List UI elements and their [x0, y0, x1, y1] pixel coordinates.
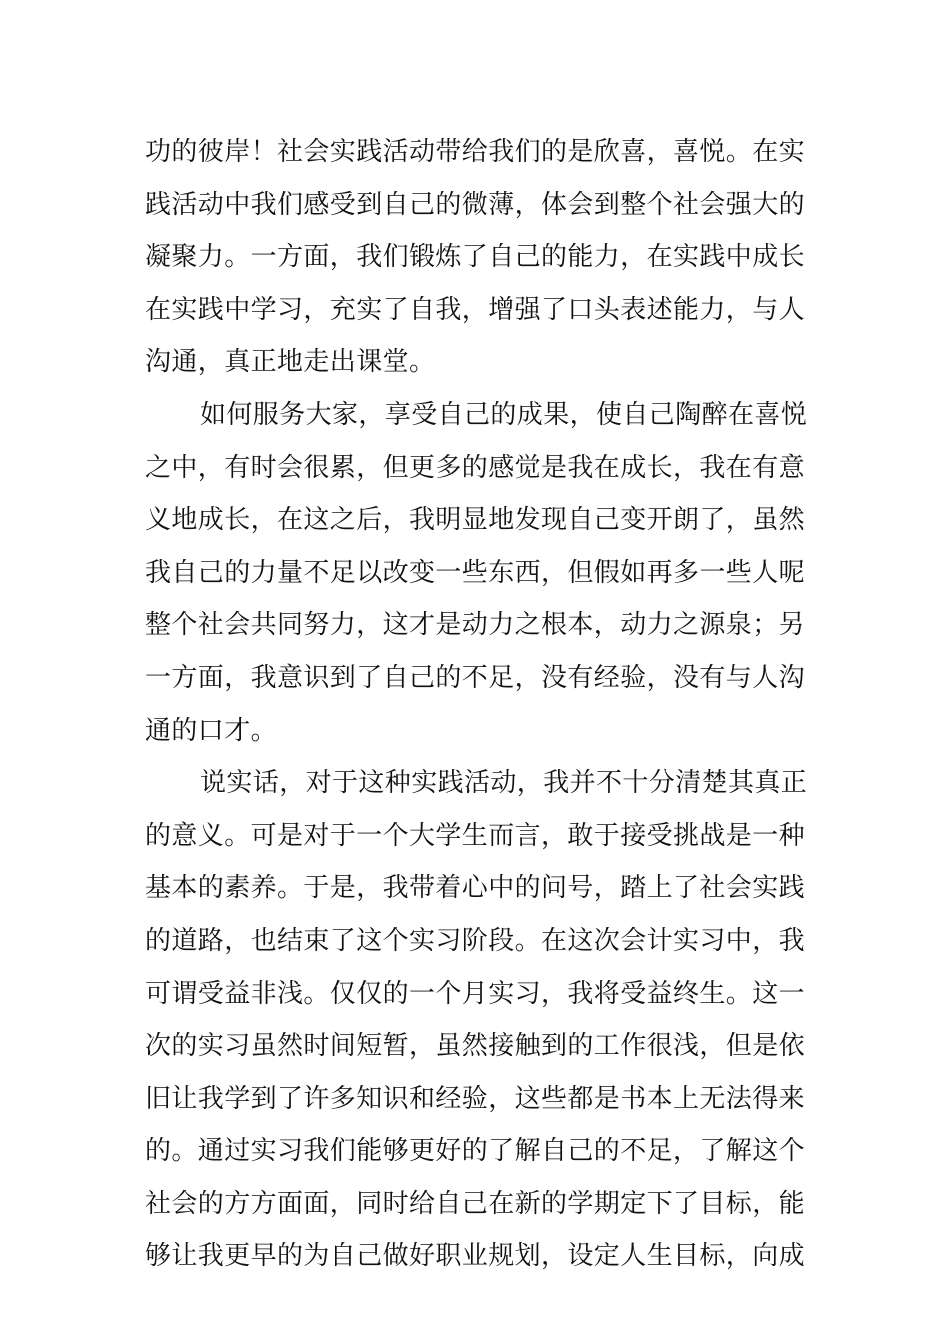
paragraph-2: [145, 389, 810, 757]
text-line: 功的彼岸！社会实践活动带给我们的是欣喜，喜悦。在实: [145, 137, 806, 167]
text-line: 的意义。可是对于一个大学生而言，敢于接受挑战是一种: [145, 820, 806, 851]
text-line: 基本的素养。于是，我带着心中的问号，踏上了社会实践: [145, 873, 806, 904]
text-line: 社会的方方面面，同时给自己在新的学期定下了目标，能: [145, 1188, 806, 1219]
text-line: 说实话，对于这种实践活动，我并不十分清楚其真正: [200, 768, 808, 799]
text-line: 凝聚力。一方面，我们锻炼了自己的能力，在实践中成长: [145, 242, 806, 273]
text-line: 整个社会共同努力，这才是动力之根本，动力之源泉；另: [145, 610, 806, 641]
text-line: 旧让我学到了许多知识和经验，这些都是书本上无法得来: [145, 1083, 806, 1114]
text-line: 践活动中我们感受到自己的微薄，体会到整个社会强大的: [145, 189, 806, 220]
text-line: 的道路，也结束了这个实习阶段。在这次会计实习中，我: [145, 925, 806, 956]
text-line: 在实践中学习，充实了自我，增强了口头表述能力，与人: [145, 294, 806, 325]
body-text: [145, 126, 810, 1283]
text-line: 我自己的力量不足以改变一些东西，但假如再多一些人呢: [145, 557, 806, 588]
text-line: 够让我更早的为自己做好职业规划，设定人生目标，向成: [145, 1241, 806, 1272]
text-line: 一方面，我意识到了自己的不足，没有经验，没有与人沟: [145, 662, 806, 693]
text-line: 之中，有时会很累，但更多的感觉是我在成长，我在有意: [145, 452, 806, 483]
text-line: 义地成长，在这之后，我明显地发现自己变开朗了，虽然: [145, 505, 806, 536]
text-line: 次的实习虽然时间短暂，虽然接触到的工作很浅，但是依: [145, 1031, 806, 1062]
text-line: 通的口才。: [145, 715, 278, 746]
text-line: 可谓受益非浅。仅仅的一个月实习，我将受益终生。这一: [145, 978, 806, 1009]
text-line: 如何服务大家，享受自己的成果，使自己陶醉在喜悦: [200, 399, 808, 430]
text-line: 沟通，真正地走出课堂。: [145, 347, 436, 378]
text-line: 的。通过实习我们能够更好的了解自己的不足，了解这个: [145, 1136, 806, 1167]
paragraph-1: [145, 126, 810, 389]
paragraph-3: [145, 757, 810, 1283]
